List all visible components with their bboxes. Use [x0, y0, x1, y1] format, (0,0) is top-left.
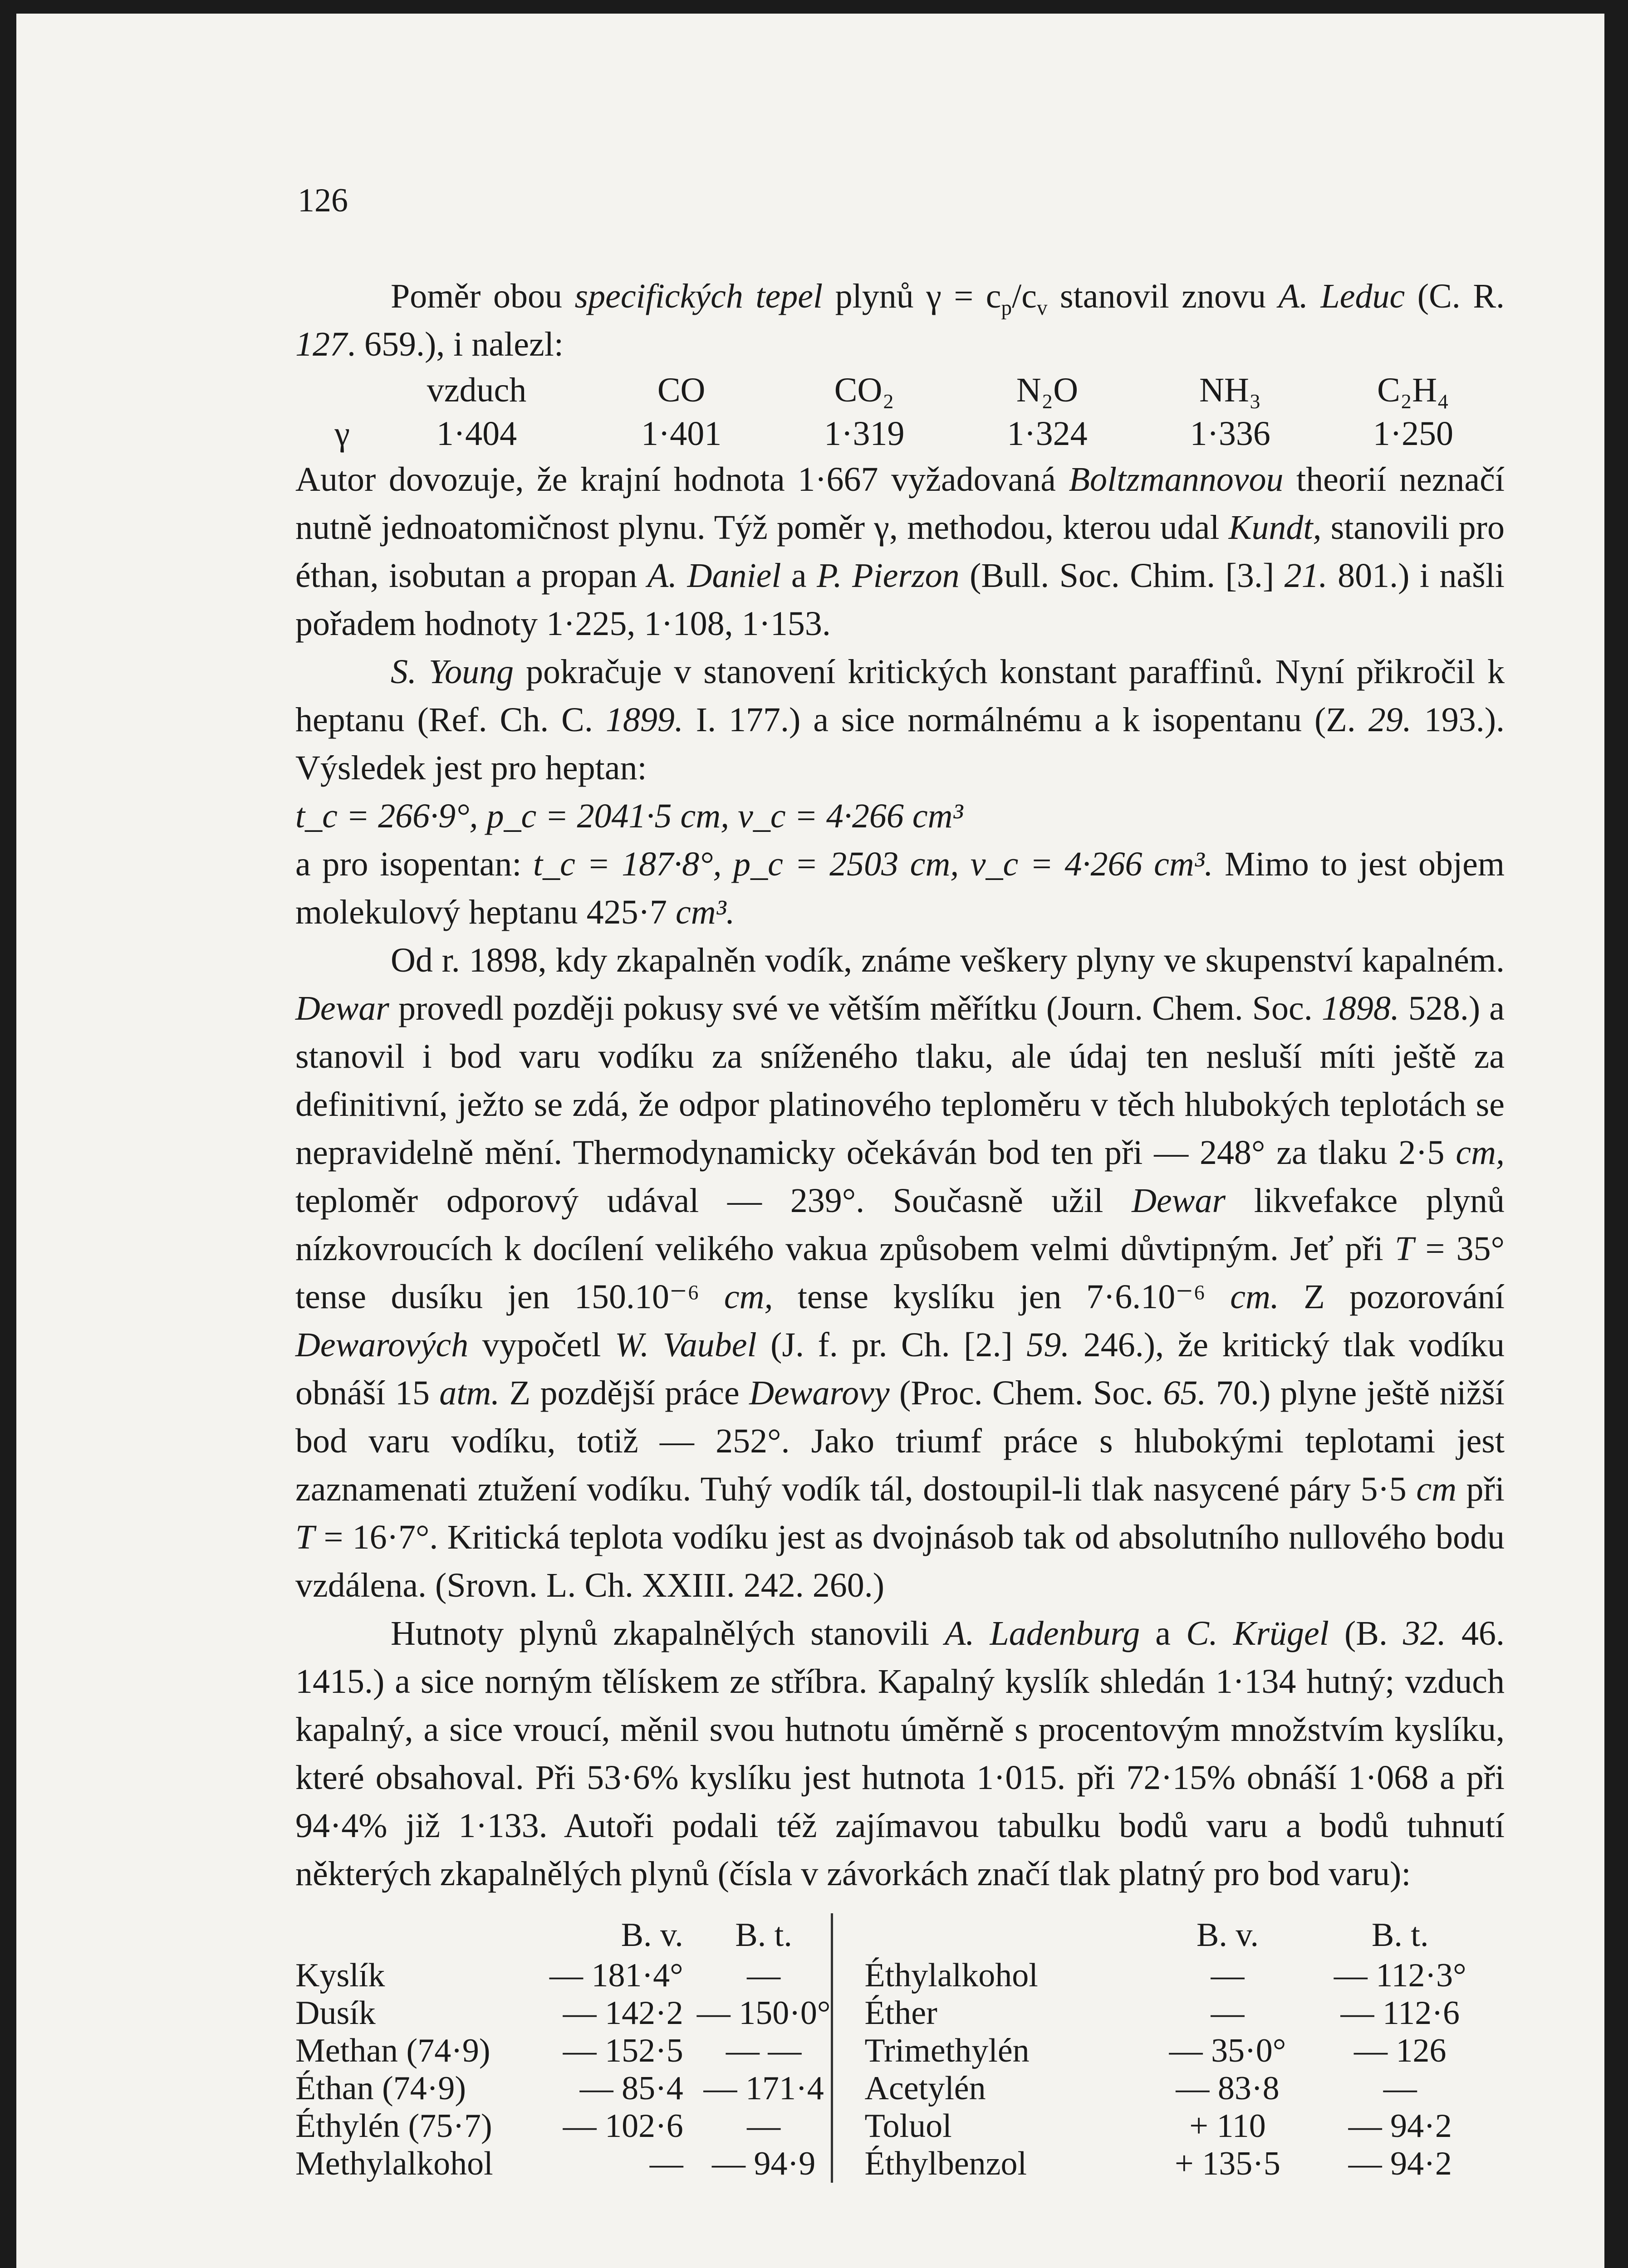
paragraph-leduc: Poměr obou specifických tepel plynů $\gamma = c_p/c_v$ stanovil znovu A. Leduc (C. R. 127. 659.), i nalezl: [295, 277, 1505, 363]
gas-header: vzduch [427, 371, 527, 409]
paragraph-boltzmann: Autor dovozuje, že krajní hodnota 1·667 vyžadovaná Boltzmannovou theorií neznačí nutně jednoatomičnost plynu. Týž poměr γ, methodou, kterou udal Kundt, stanovili pro éthan, isobutan a propan A. Daniel a P. Pierzon (Bull. Soc. Chim. [3.] 21. 801.) i našli pořadem hodnoty 1·225, 1·108, 1·153. [295, 460, 1505, 643]
heptane-formula: t_c = 266·9°, p_c = 2041·5 cm, v_c = 4·266 cm³ [295, 797, 963, 835]
gamma-table [295, 368, 1505, 455]
paragraph-dewar: Od r. 1898, kdy zkapalněn vodík, známe veškery plyny ve skupenství kapalném. Dewar provedl později pokusy své ve větším měřítku (Journ. Chem. Soc. 1898. 528.) a stanovil i bod varu vodíku za sníženého tlaku, ale údaj ten nesluší míti ještě za definitivní, ježto se zdá, že odpor platinového teploměru v těch hlubokých teplotách se nepravidelně mění. Thermodynamicky očekáván bod ten při — 248° za tlaku 2·5 cm, teploměr odporový udával — 239°. Současně užil Dewar likvefakce plynů nízkovroucích k docílení velikého vakua způsobem velmi důvtipným. Jeť při T = 35° tense dusíku jen 150.10⁻⁶ cm, tense kyslíku jen 7·6.10⁻⁶ cm. Z pozorování Dewarových vypočetl W. Vaubel (J. f. pr. Ch. [2.] 59. 246.), že kritický tlak vodíku obnáší 15 atm. Z pozdější práce Dewarovy (Proc. Chem. Soc. 65. 70.) plyne ještě nižší bod varu vodíku, totiž — 252°. Jako triumf práce s hlubokými teplotami jest zaznamenati ztužení vodíku. Tuhý vodík tál, dostoupil-li tlak nasycené páry 5·5 cm při T = 16·7°. Kritická teplota vodíku jest as dvojnásob tak od absolutního nullového bodu vzdálena. (Srovn. L. Ch. XXIII. 242. 260.) [295, 941, 1505, 1604]
paragraph-young: S. Young pokračuje v stanovení kritických konstant paraffinů. Nyní přikročil k heptanu (Ref. Ch. C. 1899. I. 177.) a sice normálnému a k isopentanu (Z. 29. 193.). Výsledek jest pro heptan: [295, 653, 1505, 787]
gamma-value: 1·336 [1190, 415, 1270, 453]
table-row: Kyslík — 181·4° — Éthylalkohol — — 112·3° [295, 1957, 1466, 1994]
body-text [295, 272, 1505, 2183]
freezing-point-header: B. t. [1372, 1916, 1429, 1954]
boiling-point-header: B. v. [1196, 1916, 1259, 1954]
paragraph-ladenburg: Hutnoty plynů zkapalnělých stanovili A. Ladenburg a C. Krügel (B. 32. 46. 1415.) a sice norným tělískem ze stříbra. Kapalný kyslík shledán 1·134 hutný; vzduch kapalný, a sice vroucí, měnil svou hutnotu úměrně s procentovým množstvím kyslíku, které obsahoval. Při 53·6% kyslíku jest hutnota 1·015. při 72·15% obnáší 1·068 a při 94·4% již 1·133. Autoři podali též zajímavou tabulku bodů varu a bodů tuhnutí některých zkapalnělých plynů (čísla v závorkách značí tlak platný pro bod varu): [295, 1614, 1505, 1893]
table-row: Éthan (74·9) — 85·4 — 171·4 Acetylén — 83·8 — [295, 2070, 1417, 2107]
gamma-header-row [295, 368, 1505, 412]
table-row: Methan (74·9) — 152·5 — — Trimethylén — 35·0° — 126 [295, 2032, 1447, 2069]
boiling-point-table-wrapper [295, 1913, 1505, 2183]
paragraph-isopentane: a pro isopentan: t_c = 187·8°, p_c = 2503 cm, v_c = 4·266 cm³. Mimo to jest objem molekulový heptanu 425·7 cm³. [295, 845, 1505, 931]
boiling-point-table [295, 1913, 1505, 2183]
gamma-value: 1·250 [1373, 415, 1454, 453]
table-row: Dusík — 142·2 — 150·0° Éther — — 112·6 [295, 1994, 1460, 2032]
gamma-value-row [295, 412, 1505, 455]
book-page [16, 14, 1604, 2268]
page-number: 126 [298, 182, 348, 219]
gamma-value: 1·319 [824, 415, 905, 453]
gas-header: NH₃ [1199, 371, 1261, 409]
boiling-point-header: B. v. [621, 1916, 683, 1954]
freezing-point-header: B. t. [735, 1916, 792, 1954]
gas-header: CO₂ [834, 371, 894, 409]
table-row: Methylalkohol — — 94·9 Éthylbenzol + 135·5 — 94·2 [295, 2145, 1452, 2182]
gas-header: C₂H₄ [1377, 371, 1449, 409]
gamma-symbol: γ [334, 415, 350, 453]
gas-header: CO [657, 371, 706, 409]
gas-header: N₂O [1016, 371, 1079, 409]
gamma-value: 1·401 [641, 415, 722, 453]
gamma-value: 1·404 [436, 415, 517, 453]
table-header-row [295, 1913, 1505, 1957]
table-row: Éthylén (75·7) — 102·6 — Toluol + 110 — 94·2 [295, 2107, 1452, 2145]
gamma-value: 1·324 [1007, 415, 1088, 453]
